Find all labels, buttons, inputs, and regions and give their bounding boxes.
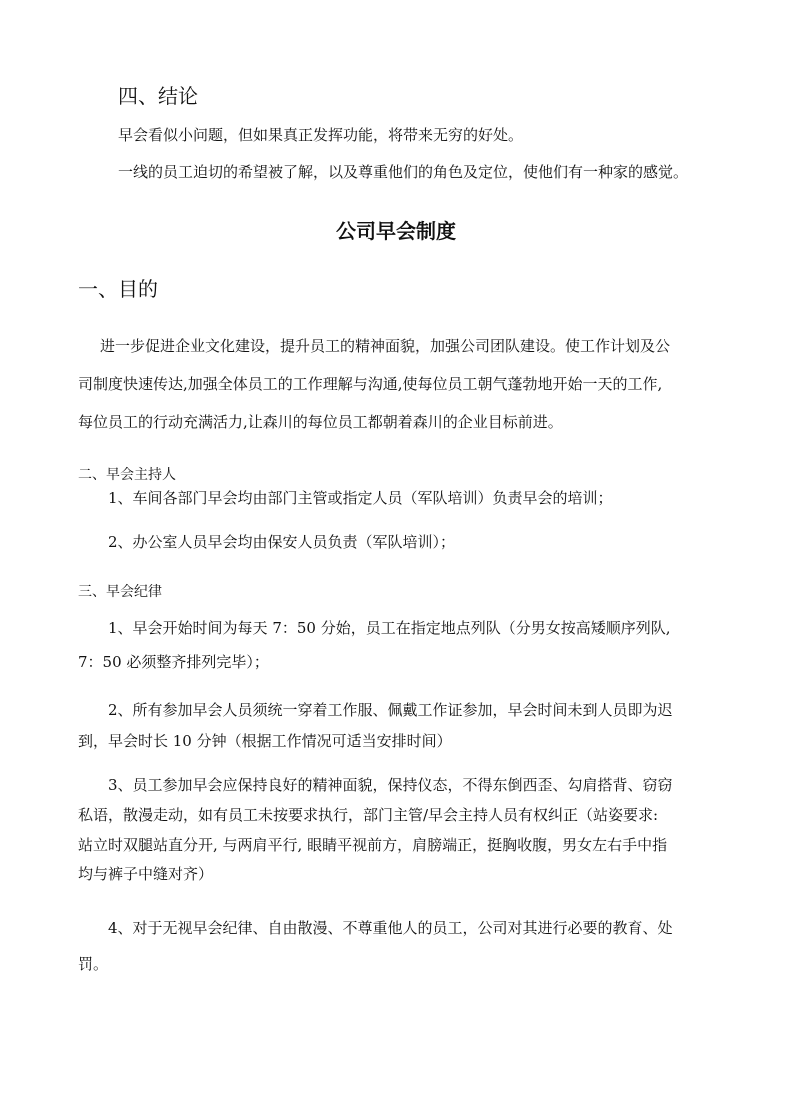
discipline-heading: 三、早会纪律 — [78, 584, 162, 600]
conclusion-paragraph-1: 早会看似小问题，但如果真正发挥功能，将带来无穷的好处。 — [118, 126, 524, 144]
discipline-item-4-line-2: 罚。 — [78, 955, 109, 973]
host-heading: 二、早会主持人 — [78, 467, 176, 483]
host-item-2: 2、办公室人员早会均由保安人员负责（军队培训）； — [108, 533, 456, 551]
discipline-item-3-line-3: 站立时双腿站直分开, 与两肩平行, 眼睛平视前方，肩膀端正，挺胸收腹，男女左右手中指 — [78, 836, 668, 854]
discipline-item-3-line-4: 均与裤子中缝对齐） — [78, 865, 214, 883]
discipline-item-2-line-1: 2、所有参加早会人员须统一穿着工作服、佩戴工作证参加，早会时间未到人员即为迟 — [108, 701, 673, 719]
discipline-item-1-line-2: 7：50 必须整齐排列完毕）； — [78, 653, 269, 671]
purpose-line-1: 进一步促进企业文化建设，提升员工的精神面貌，加强公司团队建设。使工作计划及公 — [100, 337, 671, 355]
conclusion-heading: 四、结论 — [118, 84, 198, 108]
host-item-1: 1、车间各部门早会均由部门主管或指定人员（军队培训）负责早会的培训； — [108, 489, 613, 507]
discipline-item-3-line-1: 3、员工参加早会应保持良好的精神面貌，保持仪态，不得东倒西歪、勾肩搭背、窃窃 — [108, 776, 673, 794]
purpose-line-2: 司制度快速传达,加强全体员工的工作理解与沟通,使每位员工朝气蓬勃地开始一天的工作, — [78, 375, 663, 393]
purpose-heading: 一、目的 — [78, 277, 158, 301]
discipline-item-1-line-1: 1、早会开始时间为每天 7：50 分始，员工在指定地点列队（分男女按高矮顺序列队, — [108, 619, 671, 637]
discipline-item-3-line-2: 私语，散漫走动，如有员工未按要求执行，部门主管/早会主持人员有权纠正（站姿要求: — [78, 806, 659, 824]
discipline-item-4-line-1: 4、对于无视早会纪律、自由散漫、不尊重他人的员工，公司对其进行必要的教育、处 — [108, 919, 673, 937]
document-title: 公司早会制度 — [336, 219, 456, 243]
conclusion-paragraph-2: 一线的员工迫切的希望被了解，以及尊重他们的角色及定位，使他们有一种家的感觉。 — [118, 163, 689, 181]
discipline-item-2-line-2: 到，早会时长 10 分钟（根据工作情况可适当安排时间） — [78, 732, 452, 750]
purpose-line-3: 每位员工的行动充满活力,让森川的每位员工都朝着森川的企业目标前进。 — [78, 413, 563, 431]
